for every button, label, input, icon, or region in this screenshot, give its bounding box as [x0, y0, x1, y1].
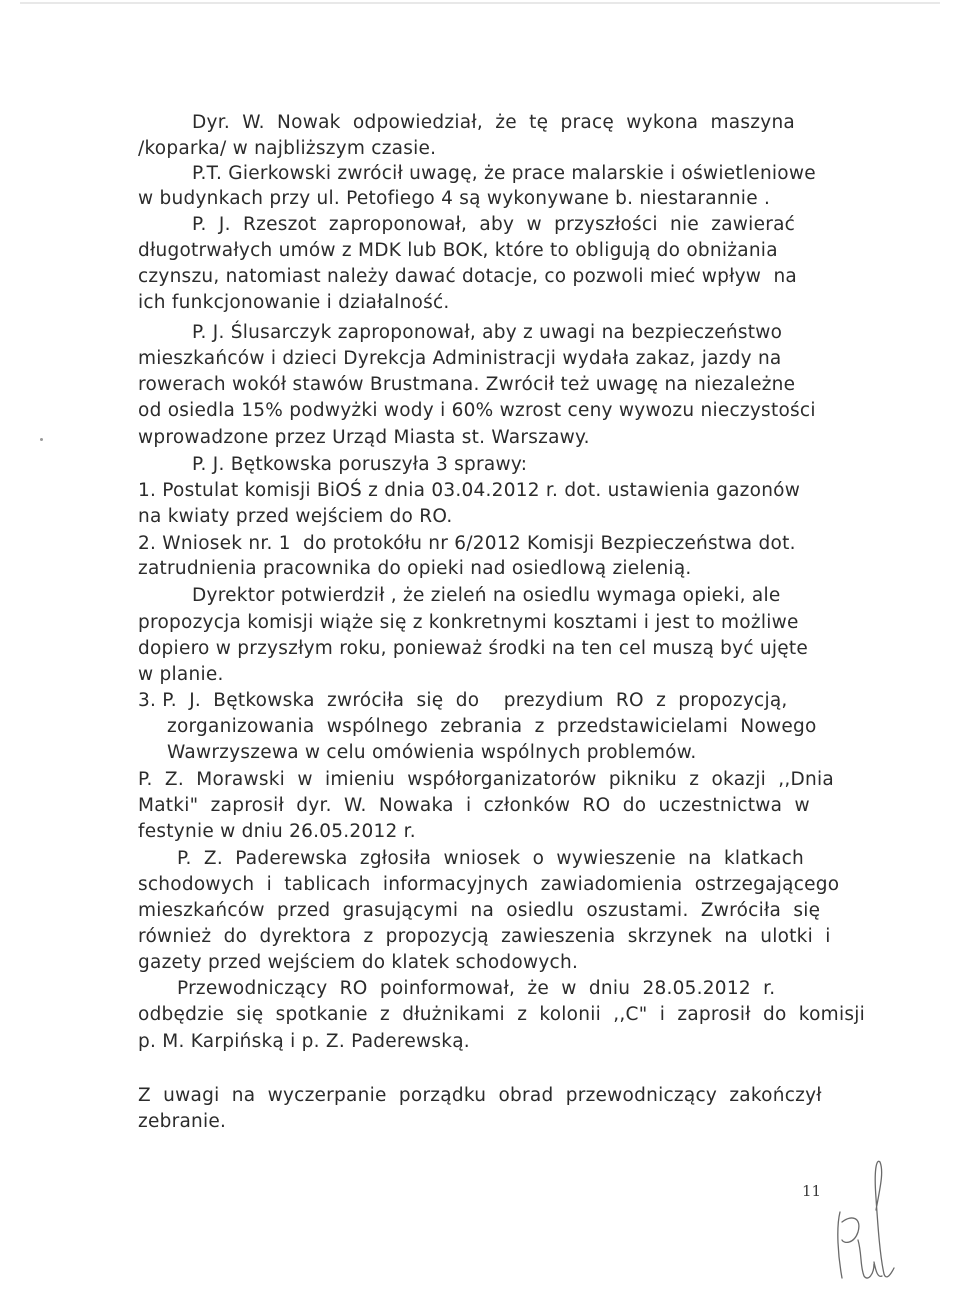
text-line: w budynkach przy ul. Petofiego 4 są wykonywane b. niestarannie . — [138, 188, 771, 209]
text-line: 1. Postulat komisji BiOŚ z dnia 03.04.2012 r. dot. ustawienia gazonów — [138, 480, 801, 501]
text-line: /koparka/ w najbliższym czasie. — [138, 138, 437, 159]
text-line: na kwiaty przed wejściem do RO. — [138, 506, 453, 527]
text-line: Przewodniczący RO poinformował, że w dniu 28.05.2012 r. — [177, 978, 776, 999]
scan-speck — [40, 438, 43, 441]
text-line: zebranie. — [138, 1111, 227, 1132]
text-line: rowerach wokół stawów Brustmana. Zwrócił też uwagę na niezależne — [138, 374, 796, 395]
text-line: Wawrzyszewa w celu omówienia wspólnych problemów. — [167, 742, 697, 763]
text-line: od osiedla 15% podwyżki wody i 60% wzrost ceny wywozu nieczystości — [138, 400, 816, 421]
text-line: mieszkańców przed grasującymi na osiedlu oszustami. Zwróciła się — [138, 900, 821, 921]
page-number: 11 — [802, 1182, 822, 1200]
text-line: mieszkańców i dzieci Dyrekcja Administracji wydała zakaz, jazdy na — [138, 348, 782, 369]
text-line: P. J. Ślusarczyk zaproponował, aby z uwagi na bezpieczeństwo — [192, 322, 783, 343]
scan-edge-mark — [0, 0, 960, 8]
signature-mark — [818, 1158, 898, 1288]
text-line: 2. Wniosek nr. 1 do protokółu nr 6/2012 Komisji Bezpieczeństwa dot. — [138, 533, 796, 554]
text-line: Matki" zaprosił dyr. W. Nowaka i członków RO do uczestnictwa w — [138, 795, 810, 816]
text-line: długotrwałych umów z MDK lub BOK, które to obligują do obniżania — [138, 240, 778, 261]
text-line: ich funkcjonowanie i działalność. — [138, 292, 450, 313]
text-line: zatrudnienia pracownika do opieki nad osiedlową zielenią. — [138, 558, 692, 579]
text-line: również do dyrektora z propozycją zawieszenia skrzynek na ulotki i — [138, 926, 831, 947]
text-line: zorganizowania wspólnego zebrania z przedstawicielami Nowego — [167, 716, 817, 737]
text-line: wprowadzone przez Urząd Miasta st. Warszawy. — [138, 427, 590, 448]
text-line: P.T. Gierkowski zwrócił uwagę, że prace malarskie i oświetleniowe — [192, 163, 816, 184]
text-line: Z uwagi na wyczerpanie porządku obrad przewodniczący zakończył — [138, 1085, 822, 1106]
text-line: p. M. Karpińską i p. Z. Paderewską. — [138, 1031, 470, 1052]
text-line: Dyrektor potwierdził , że zieleń na osiedlu wymaga opieki, ale — [192, 585, 781, 606]
text-line: P. Z. Paderewska zgłosiła wniosek o wywieszenie na klatkach — [177, 848, 805, 869]
text-line: odbędzie się spotkanie z dłużnikami z kolonii ,,C" i zaprosił do komisji — [138, 1004, 866, 1025]
text-line: P. Z. Morawski w imieniu współorganizatorów pikniku z okazji ,,Dnia — [138, 769, 834, 790]
text-line: festynie w dniu 26.05.2012 r. — [138, 821, 416, 842]
text-line: dopiero w przyszłym roku, ponieważ środki na ten cel muszą być ujęte — [138, 638, 809, 659]
text-line: Dyr. W. Nowak odpowiedział, że tę pracę wykona maszyna — [192, 112, 796, 133]
text-line: P. J. Rzeszot zaproponował, aby w przyszłości nie zawierać — [192, 214, 796, 235]
text-line: w planie. — [138, 664, 224, 685]
text-line: 3. P. J. Bętkowska zwróciła się do prezydium RO z propozycją, — [138, 690, 788, 711]
text-line: czynszu, natomiast należy dawać dotacje, co pozwoli mieć wpływ na — [138, 266, 798, 287]
text-line: P. J. Bętkowska poruszyła 3 sprawy: — [192, 454, 528, 475]
text-line: schodowych i tablicach informacyjnych zawiadomienia ostrzegającego — [138, 874, 840, 895]
text-line: propozycja komisji wiąże się z konkretnymi kosztami i jest to możliwe — [138, 612, 799, 633]
text-line: gazety przed wejściem do klatek schodowych. — [138, 952, 579, 973]
